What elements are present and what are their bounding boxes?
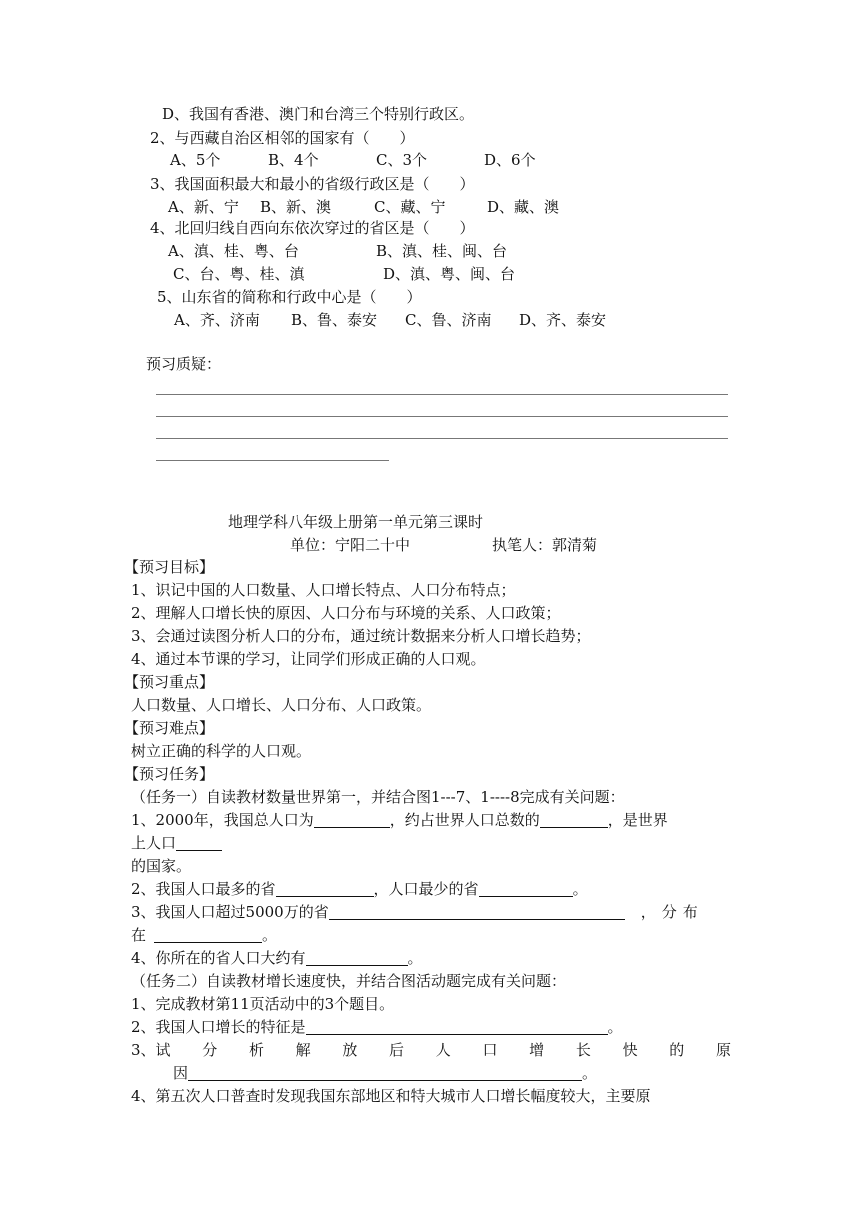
goals-header: 【预习目标】 — [124, 558, 215, 576]
task2-q3-char: 析 — [248, 1041, 264, 1059]
lesson-author: 执笔人：郭清菊 — [492, 536, 598, 554]
blank-distribution[interactable] — [154, 926, 262, 943]
task2-q2-text-a: 2、我国人口增长的特征是 — [131, 1018, 306, 1036]
task2-q3-char: 增 — [529, 1041, 545, 1059]
blank-local-population[interactable] — [306, 949, 408, 966]
task2-q3-char: 后 — [389, 1041, 405, 1059]
task2-q3-text-b: 因 — [173, 1064, 189, 1082]
answer-line-2[interactable] — [156, 416, 728, 417]
key-points-header: 【预习重点】 — [124, 673, 215, 691]
question-2: 2、与西藏自治区相邻的国家有（ ） — [150, 129, 415, 147]
key-points-text: 人口数量、人口增长、人口分布、人口政策。 — [131, 696, 432, 714]
task2-q3-char: 分 — [202, 1041, 218, 1059]
q3-option-c: C、藏、宁 — [374, 198, 446, 216]
task2-intro: （任务二）自读教材增长速度快，并结合图活动题完成有关问题： — [131, 972, 567, 990]
blank-most-populous-province[interactable] — [276, 880, 374, 897]
q2-option-b: B、4个 — [268, 151, 319, 169]
q5-option-a: A、齐、济南 — [174, 311, 260, 329]
q4-option-c: C、台、粤、桂、滇 — [173, 265, 305, 283]
task2-q3-char: 长 — [575, 1041, 591, 1059]
question-5: 5、山东省的简称和行政中心是（ ） — [157, 288, 422, 306]
task2-q3-char: 解 — [295, 1041, 311, 1059]
q5-option-b: B、鲁、泰安 — [291, 311, 378, 329]
question-3: 3、我国面积最大和最小的省级行政区是（ ） — [150, 175, 475, 193]
answer-line-3[interactable] — [156, 438, 728, 439]
blank-growth-reasons[interactable] — [188, 1064, 582, 1081]
lesson-title: 地理学科八年级上册第一单元第三课时 — [228, 513, 484, 531]
task1-intro: （任务一）自读教材数量世界第一，并结合图1---7、1----8完成有关问题： — [131, 788, 625, 806]
goal-1: 1、识记中国的人口数量、人口增长特点、人口分布特点； — [131, 581, 516, 599]
task1-q1-line2 — [131, 833, 222, 853]
task1-q1-line1 — [131, 810, 668, 830]
blank-provinces-over-50m[interactable] — [329, 903, 625, 920]
task2-q2-text-b: 。 — [607, 1018, 623, 1036]
q4-option-d: D、滇、粤、闽、台 — [383, 265, 516, 283]
task1-q1-text-a: 1、2000年，我国总人口为 — [131, 811, 314, 829]
blank-total-population[interactable] — [314, 811, 390, 828]
goal-3: 3、会通过读图分析人口的分布，通过统计数据来分析人口增长趋势； — [131, 627, 591, 645]
q5-option-d: D、齐、泰安 — [519, 311, 607, 329]
task1-q4 — [131, 948, 423, 968]
answer-line-1[interactable] — [156, 394, 728, 395]
q3-option-d: D、藏、澳 — [487, 198, 560, 216]
difficulties-text: 树立正确的科学的人口观。 — [131, 742, 312, 760]
task1-q4-text-a: 4、你所在的省人口大约有 — [131, 949, 306, 967]
task1-q2-text-a: 2、我国人口最多的省 — [131, 880, 276, 898]
task2-q1: 1、完成教材第11页活动中的3个题目。 — [131, 995, 395, 1013]
blank-population-rank[interactable] — [176, 834, 222, 851]
task2-q3-char: 原 — [715, 1041, 731, 1059]
goal-2: 2、理解人口增长快的原因、人口分布与环境的关系、人口政策； — [131, 604, 561, 622]
task2-q4: 4、第五次人口普查时发现我国东部地区和特大城市人口增长幅度较大，主要原 — [131, 1087, 651, 1105]
q1-option-d: D、我国有香港、澳门和台湾三个特别行政区。 — [162, 105, 475, 123]
q5-option-c: C、鲁、济南 — [405, 311, 492, 329]
task1-q3-line2 — [131, 925, 277, 945]
q2-option-d: D、6个 — [484, 151, 536, 169]
q2-option-c: C、3个 — [376, 151, 428, 169]
task2-q3-char: 口 — [482, 1041, 498, 1059]
task1-q2-text-c: 。 — [572, 880, 588, 898]
task2-q3-char: 3、试 — [131, 1041, 171, 1059]
task1-q3-text-d: 。 — [262, 926, 278, 944]
task1-q3-text-a: 3、我国人口超过5000万的省 — [131, 903, 329, 921]
blank-least-populous-province[interactable] — [479, 880, 573, 897]
blank-growth-characteristics[interactable] — [306, 1018, 608, 1035]
q3-option-a: A、新、宁 — [168, 198, 239, 216]
task1-q4-text-b: 。 — [407, 949, 423, 967]
task1-q1-text-e: 的国家。 — [131, 857, 192, 875]
q4-option-b: B、滇、桂、闽、台 — [376, 242, 508, 260]
q2-option-a: A、5个 — [170, 151, 221, 169]
goal-4: 4、通过本节课的学习，让同学们形成正确的人口观。 — [131, 650, 486, 668]
answer-line-4[interactable] — [156, 460, 389, 461]
task1-q3-text-c: 在 — [131, 926, 147, 944]
tasks-header: 【预习任务】 — [124, 765, 215, 783]
question-4: 4、北回归线自西向东依次穿过的省区是（ ） — [150, 219, 475, 237]
task1-q1-text-b: ，约占世界人口总数的 — [389, 811, 540, 829]
task1-q1-text-c: ，是世界 — [607, 811, 668, 829]
task2-q3-line1 — [131, 1040, 731, 1060]
blank-world-share[interactable] — [540, 811, 608, 828]
preview-query-label: 预习质疑： — [146, 355, 222, 373]
task2-q3-char: 快 — [622, 1041, 638, 1059]
task1-q2-text-b: ，人口最少的省 — [373, 880, 479, 898]
lesson-unit: 单位：宁阳二十中 — [290, 536, 411, 554]
task1-q3-text-b: ，分布 — [640, 903, 704, 921]
task2-q3-char: 人 — [435, 1041, 451, 1059]
task1-q3-line1 — [131, 902, 704, 922]
task1-q2 — [131, 879, 588, 899]
difficulties-header: 【预习难点】 — [124, 719, 215, 737]
task2-q2 — [131, 1017, 623, 1037]
q4-option-a: A、滇、桂、粤、台 — [168, 242, 299, 260]
task2-q3-line2 — [173, 1063, 597, 1083]
task2-q3-char: 的 — [669, 1041, 685, 1059]
task2-q3-text-c: 。 — [582, 1064, 598, 1082]
q3-option-b: B、新、澳 — [260, 198, 332, 216]
task2-q3-char: 放 — [342, 1041, 358, 1059]
task1-q1-text-d: 上人口 — [131, 834, 177, 852]
